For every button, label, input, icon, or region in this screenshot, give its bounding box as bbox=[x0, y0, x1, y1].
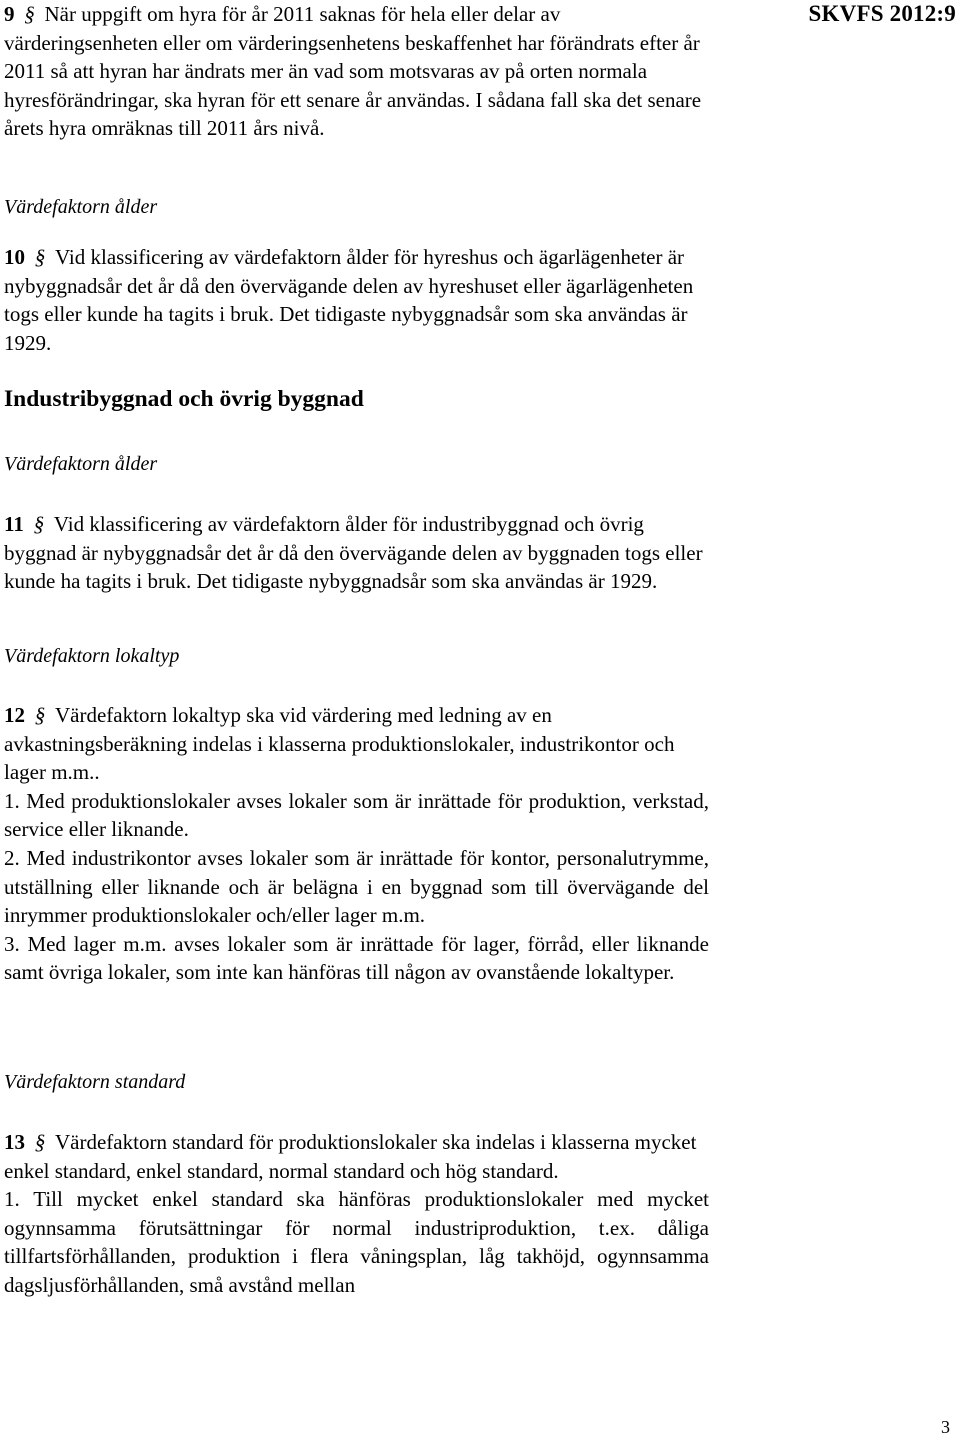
paragraph-9 bbox=[4, 0, 709, 143]
list-item: 1. Med produktionslokaler avses lokaler som är inrättade för produktion, verkstad, service eller liknande. bbox=[4, 788, 709, 842]
list-item: 1. Till mycket enkel standard ska hänföras produktionslokaler med mycket ogynnsamma förutsättningar för normal industriproduktion, t.ex. dåliga tillfartsförhållanden, produktion i flera våningsplan, låg takhöjd, ogynnsamma dagsljusförhållanden, små avstånd mellan bbox=[4, 1187, 709, 1297]
paragraph-11 bbox=[4, 510, 709, 596]
subheading: Värdefaktorn ålder bbox=[4, 453, 158, 475]
subheading: Värdefaktorn lokaltyp bbox=[4, 645, 180, 667]
paragraph-12 bbox=[4, 701, 709, 987]
list-item: 2. Med industrikontor avses lokaler som är inrättade för kontor, personalutrymme, utställning eller liknande och är belägna i en byggnad som till övervägande del inrymmer produktionslokaler och/eller lager m.m. bbox=[4, 845, 709, 928]
running-header: SKVFS 2012:9 bbox=[808, 1, 956, 26]
paragraph-number: 11 bbox=[4, 512, 24, 536]
subheading: Värdefaktorn standard bbox=[4, 1071, 186, 1093]
subheading: Värdefaktorn ålder bbox=[4, 196, 158, 218]
section-sign bbox=[24, 510, 54, 539]
section-heading: Industribyggnad och övrig byggnad bbox=[4, 386, 364, 412]
paragraph-number: 10 bbox=[4, 245, 25, 269]
paragraph-number: 9 bbox=[4, 2, 15, 26]
paragraph-text: Vid klassificering av värdefaktorn ålder för hyreshus och ägarlägenheter är nybyggnadsår det år då den övervägande delen av hyreshuset eller ägarlägenheten togs eller kunde ha tagits i bruk. Det tidigaste nybyggnadsår som ska användas är 1929. bbox=[4, 245, 694, 355]
page-number: 3 bbox=[941, 1417, 950, 1437]
paragraph-text: Vid klassificering av värdefaktorn ålder för industribyggnad och övrig byggnad är nybyggnadsår det år då den övervägande delen av byggnaden togs eller kunde ha tagits i bruk. Det tidigaste nybyggnadsår som ska användas är 1929. bbox=[4, 512, 703, 594]
paragraph-number: 12 bbox=[4, 703, 25, 727]
paragraph-number: 13 bbox=[4, 1130, 25, 1154]
paragraph-text: När uppgift om hyra för år 2011 saknas för hela eller delar av värderingsenheten eller om värderingsenhetens beskaffenhet har förändrats efter år 2011 så att hyran har ändrats mer än vad som motsvaras av på orten normala hyresförändringar, ska hyran för ett senare år användas. I sådana fall ska det senare årets hyra omräknas till 2011 års nivå. bbox=[4, 2, 702, 141]
paragraph-text: Värdefaktorn standard för produktionslokaler ska indelas i klasserna mycket enkel standard, enkel standard, normal standard och hög standard. bbox=[4, 1130, 697, 1183]
list-item: 3. Med lager m.m. avses lokaler som är inrättade för lager, förråd, eller liknande samt övriga lokaler, som inte kan hänföras till någon av ovanstående lokaltyper. bbox=[4, 931, 709, 985]
section-sign bbox=[25, 243, 55, 272]
paragraph-text: Värdefaktorn lokaltyp ska vid värdering med ledning av en avkastningsberäkning indelas i klasserna produktionslokaler, industrikontor och lager m.m.. bbox=[4, 703, 675, 785]
paragraph-10 bbox=[4, 243, 709, 357]
section-sign bbox=[25, 701, 55, 730]
section-sign bbox=[25, 1128, 55, 1157]
section-sign bbox=[15, 0, 45, 29]
paragraph-13 bbox=[4, 1128, 709, 1300]
